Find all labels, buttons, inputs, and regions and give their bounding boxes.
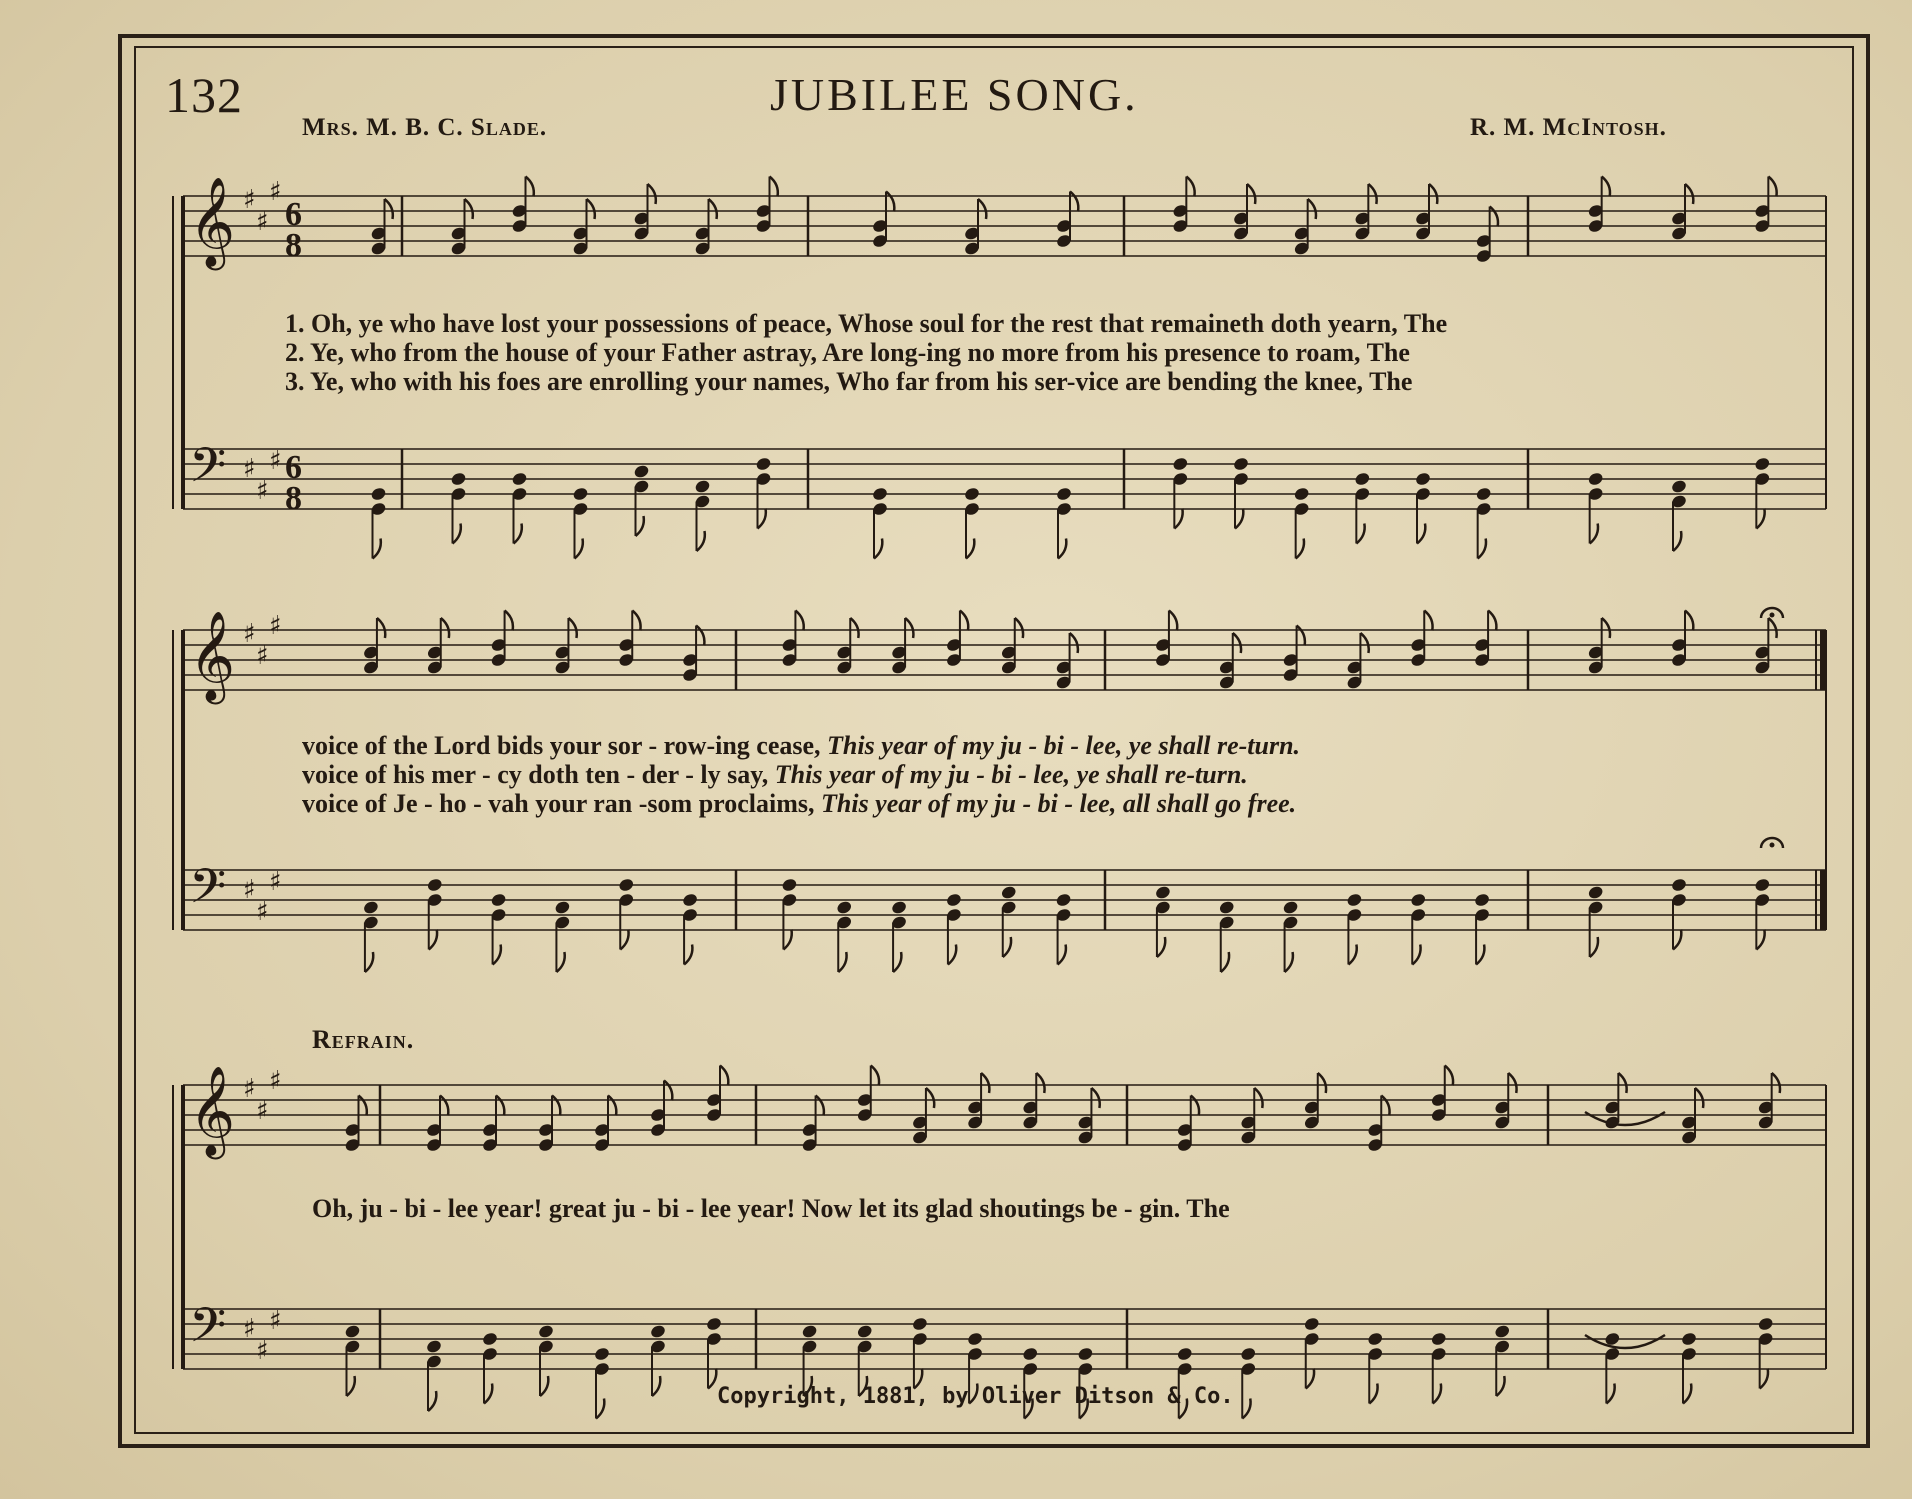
treble-clef-icon: 𝄞 xyxy=(189,1066,236,1156)
note-head xyxy=(856,1324,873,1340)
note-head xyxy=(481,1331,498,1347)
note-flag xyxy=(453,524,461,544)
note-flag xyxy=(1003,937,1011,957)
note-flag xyxy=(1429,184,1437,204)
composer-credit: R. M. McIntosh. xyxy=(1470,114,1667,141)
note-flag xyxy=(636,516,644,536)
note-flag xyxy=(1685,184,1693,204)
sharp-icon: ♯ xyxy=(243,1074,256,1104)
note-flag xyxy=(1360,633,1368,653)
note-flag xyxy=(1476,945,1484,965)
tie-mark xyxy=(1585,1335,1665,1348)
note-flag xyxy=(1369,1384,1377,1404)
note-flag xyxy=(493,945,501,965)
note-flag xyxy=(1756,509,1764,529)
fermata-dot xyxy=(1770,613,1775,618)
note-head xyxy=(836,900,853,916)
note-head xyxy=(945,892,962,908)
lyricist-credit: Mrs. M. B. C. Slade. xyxy=(302,114,548,141)
note-head xyxy=(633,464,650,480)
note-flag xyxy=(526,177,534,197)
bass-clef-icon: 𝄢 xyxy=(189,437,227,505)
note-flag xyxy=(948,945,956,965)
note-flag xyxy=(1285,952,1293,972)
note-flag xyxy=(556,952,564,972)
note-flag xyxy=(684,945,692,965)
note-flag xyxy=(608,1096,616,1116)
note-head xyxy=(1000,885,1017,901)
sharp-icon: ♯ xyxy=(256,897,269,927)
note-head xyxy=(1587,471,1604,487)
note-flag xyxy=(1508,1073,1516,1093)
note-flag xyxy=(758,509,766,529)
note-flag xyxy=(1412,945,1420,965)
note-flag xyxy=(1058,945,1066,965)
sharp-icon: ♯ xyxy=(269,1066,282,1096)
note-flag xyxy=(1191,1096,1199,1116)
note-flag xyxy=(1247,184,1255,204)
note-head xyxy=(618,877,635,893)
note-head xyxy=(1022,1346,1039,1362)
lyric-italic-chorus-line: This year of my ju - bi - lee, ye shall re-turn. xyxy=(827,731,1301,760)
sharp-icon: ♯ xyxy=(256,1096,269,1126)
note-head xyxy=(1303,1316,1320,1332)
note-flag xyxy=(697,531,705,551)
note-head xyxy=(801,1324,818,1340)
refrain-label: Refrain. xyxy=(312,1025,415,1054)
note-flag xyxy=(429,930,437,950)
note-flag xyxy=(838,952,846,972)
note-head xyxy=(705,1316,722,1332)
note-flag xyxy=(347,1376,355,1396)
note-flag xyxy=(1306,1369,1314,1389)
note-flag xyxy=(886,192,894,212)
note-head xyxy=(1754,456,1771,472)
note-flag xyxy=(905,618,913,638)
note-flag xyxy=(850,618,858,638)
note-head xyxy=(450,471,467,487)
note-flag xyxy=(1036,1073,1044,1093)
note-flag xyxy=(696,626,704,646)
note-flag xyxy=(1233,633,1241,653)
note-flag xyxy=(1606,1384,1614,1404)
note-flag xyxy=(966,539,974,559)
note-head xyxy=(1077,1346,1094,1362)
lyric-plain: voice of his mer - cy doth ten - der - ly say, xyxy=(302,760,769,789)
note-flag xyxy=(1221,952,1229,972)
note-flag xyxy=(1433,1384,1441,1404)
note-flag xyxy=(1488,611,1496,631)
note-flag xyxy=(1768,177,1776,197)
note-flag xyxy=(1015,618,1023,638)
note-flag xyxy=(816,1096,824,1116)
note-flag xyxy=(720,1066,728,1086)
note-flag xyxy=(1296,539,1304,559)
note-flag xyxy=(496,1096,504,1116)
note-flag xyxy=(978,199,986,219)
treble-clef-icon: 𝄞 xyxy=(189,611,236,701)
note-head xyxy=(1282,900,1299,916)
note-flag xyxy=(664,1081,672,1101)
sharp-icon: ♯ xyxy=(243,1314,256,1344)
note-flag xyxy=(1070,633,1078,653)
note-flag xyxy=(1070,192,1078,212)
note-flag xyxy=(1356,524,1364,544)
time-signature-bottom: 8 xyxy=(285,480,302,517)
note-head xyxy=(755,456,772,472)
note-flag xyxy=(1756,930,1764,950)
refrain-lyric-line: Oh, ju - bi - lee year! great ju - bi - lee year! Now let its glad shoutings be - gin. The xyxy=(312,1194,1230,1223)
note-head xyxy=(1410,892,1427,908)
note-head xyxy=(1354,471,1371,487)
note-flag xyxy=(1424,611,1432,631)
note-flag xyxy=(1496,1376,1504,1396)
note-flag xyxy=(440,1096,448,1116)
note-flag xyxy=(620,930,628,950)
note-head xyxy=(1414,471,1431,487)
note-flag xyxy=(484,1384,492,1404)
lyric-italic-chorus-line: This year of my ju - bi - lee, ye shall re-turn. xyxy=(774,760,1248,789)
note-head xyxy=(537,1324,554,1340)
note-head xyxy=(362,900,379,916)
note-head xyxy=(1154,885,1171,901)
note-flag xyxy=(1242,1399,1250,1419)
note-head xyxy=(1754,877,1771,893)
note-head xyxy=(490,892,507,908)
note-flag xyxy=(981,1073,989,1093)
note-head xyxy=(649,1324,666,1340)
note-flag xyxy=(1772,1073,1780,1093)
note-flag xyxy=(1174,509,1182,529)
note-flag xyxy=(1673,531,1681,551)
sharp-icon: ♯ xyxy=(269,611,282,641)
note-flag xyxy=(1685,611,1693,631)
note-head xyxy=(890,900,907,916)
note-flag xyxy=(540,1376,548,1396)
note-head xyxy=(1670,877,1687,893)
note-flag xyxy=(708,1369,716,1389)
bass-clef-icon: 𝄢 xyxy=(189,1297,227,1365)
bass-clef-icon: 𝄢 xyxy=(189,858,227,926)
note-head xyxy=(871,486,888,502)
time-signature-top: 6 xyxy=(285,196,302,233)
note-head xyxy=(1232,456,1249,472)
lyric-line-verse-3-cont xyxy=(302,789,1296,819)
song-title: JUBILEE SONG. xyxy=(770,69,1139,120)
note-head xyxy=(1346,892,1363,908)
note-head xyxy=(1293,486,1310,502)
lyric-plain: voice of the Lord bids your sor - row-ing cease, xyxy=(302,731,821,760)
lyric-line-verse-1: 1. Oh, ye who have lost your possessions of peace, Whose soul for the rest that remaineth doth yearn, The xyxy=(285,309,1448,338)
note-head xyxy=(1430,1331,1447,1347)
note-head xyxy=(426,877,443,893)
note-flag xyxy=(1157,937,1165,957)
sharp-icon: ♯ xyxy=(256,207,269,237)
note-flag xyxy=(893,952,901,972)
note-head xyxy=(554,900,571,916)
lyric-line-verse-2: 2. Ye, who from the house of your Father astray, Are long-ing no more from his presence to roam, The xyxy=(285,338,1410,367)
note-head xyxy=(1240,1346,1257,1362)
note-head xyxy=(1172,456,1189,472)
note-flag xyxy=(783,930,791,950)
note-flag xyxy=(1768,618,1776,638)
lyric-italic-chorus-line: This year of my ju - bi - lee, all shall go free. xyxy=(821,789,1297,818)
note-flag xyxy=(1478,539,1486,559)
note-flag xyxy=(1695,1088,1703,1108)
note-flag xyxy=(587,199,595,219)
lyric-line-verse-1-cont xyxy=(302,731,1300,761)
note-head xyxy=(1670,479,1687,495)
note-head xyxy=(1055,892,1072,908)
note-flag xyxy=(874,539,882,559)
note-head xyxy=(1176,1346,1193,1362)
page-number: 132 xyxy=(165,67,243,123)
note-flag xyxy=(709,199,717,219)
note-flag xyxy=(960,611,968,631)
note-flag xyxy=(373,539,381,559)
note-head xyxy=(1367,1331,1384,1347)
note-flag xyxy=(1760,1369,1768,1389)
note-flag xyxy=(1490,207,1498,227)
note-flag xyxy=(795,611,803,631)
note-flag xyxy=(1445,1066,1453,1086)
note-head xyxy=(1218,900,1235,916)
note-flag xyxy=(465,199,473,219)
note-flag xyxy=(575,539,583,559)
note-head xyxy=(966,1331,983,1347)
note-flag xyxy=(1683,1384,1691,1404)
note-flag xyxy=(514,524,522,544)
note-flag xyxy=(1602,177,1610,197)
note-head xyxy=(370,486,387,502)
sharp-icon: ♯ xyxy=(256,1336,269,1366)
note-flag xyxy=(385,199,393,219)
note-flag xyxy=(1417,524,1425,544)
note-flag xyxy=(1673,930,1681,950)
note-flag xyxy=(365,952,373,972)
note-flag xyxy=(1235,509,1243,529)
note-flag xyxy=(1618,1073,1626,1093)
sharp-icon: ♯ xyxy=(269,1306,282,1336)
note-flag xyxy=(1590,524,1598,544)
note-flag xyxy=(648,184,656,204)
lyric-plain: voice of Je - ho - vah your ran -som proclaims, xyxy=(302,789,815,818)
note-flag xyxy=(441,618,449,638)
time-signature-bottom: 8 xyxy=(285,227,302,264)
note-flag xyxy=(1169,611,1177,631)
sharp-icon: ♯ xyxy=(243,454,256,484)
note-head xyxy=(1494,1324,1511,1340)
note-flag xyxy=(926,1088,934,1108)
note-head xyxy=(911,1316,928,1332)
note-flag xyxy=(1590,937,1598,957)
note-head xyxy=(1680,1331,1697,1347)
note-head xyxy=(593,1346,610,1362)
note-flag xyxy=(1297,626,1305,646)
note-flag xyxy=(568,618,576,638)
note-head xyxy=(1055,486,1072,502)
note-head xyxy=(572,486,589,502)
note-head xyxy=(344,1324,361,1340)
sharp-icon: ♯ xyxy=(243,619,256,649)
note-flag xyxy=(1058,539,1066,559)
sharp-icon: ♯ xyxy=(256,476,269,506)
note-head xyxy=(1475,486,1492,502)
note-head xyxy=(963,486,980,502)
note-flag xyxy=(770,177,778,197)
note-head xyxy=(681,892,698,908)
note-head xyxy=(1757,1316,1774,1332)
note-head xyxy=(1473,892,1490,908)
note-flag xyxy=(632,611,640,631)
note-flag xyxy=(359,1096,367,1116)
copyright-notice: Copyright, 1881, by Oliver Ditson & Co. xyxy=(717,1384,1234,1409)
sharp-icon: ♯ xyxy=(269,177,282,207)
note-flag xyxy=(596,1399,604,1419)
sharp-icon: ♯ xyxy=(243,875,256,905)
sharp-icon: ♯ xyxy=(269,446,282,476)
note-flag xyxy=(505,611,513,631)
treble-clef-icon: 𝄞 xyxy=(189,177,236,267)
sharp-icon: ♯ xyxy=(256,641,269,671)
note-flag xyxy=(1381,1096,1389,1116)
note-head xyxy=(781,877,798,893)
note-flag xyxy=(1254,1088,1262,1108)
time-signature-top: 6 xyxy=(285,449,302,486)
note-flag xyxy=(1348,945,1356,965)
note-flag xyxy=(1186,177,1194,197)
lyric-line-verse-3: 3. Ye, who with his foes are enrolling your names, Who far from his ser-vice are bending the knee, The xyxy=(285,367,1413,396)
note-flag xyxy=(871,1066,879,1086)
sharp-icon: ♯ xyxy=(269,867,282,897)
note-flag xyxy=(377,618,385,638)
sharp-icon: ♯ xyxy=(243,185,256,215)
lyric-line-verse-2-cont xyxy=(302,760,1248,790)
note-head xyxy=(425,1339,442,1355)
note-flag xyxy=(1602,618,1610,638)
note-head xyxy=(511,471,528,487)
note-flag xyxy=(1091,1088,1099,1108)
note-flag xyxy=(652,1376,660,1396)
note-flag xyxy=(1308,199,1316,219)
note-head xyxy=(1587,885,1604,901)
note-flag xyxy=(1318,1073,1326,1093)
note-head xyxy=(694,479,711,495)
tie-mark xyxy=(1585,1112,1665,1125)
note-flag xyxy=(552,1096,560,1116)
note-flag xyxy=(428,1391,436,1411)
fermata-dot xyxy=(1770,843,1775,848)
note-flag xyxy=(1368,184,1376,204)
